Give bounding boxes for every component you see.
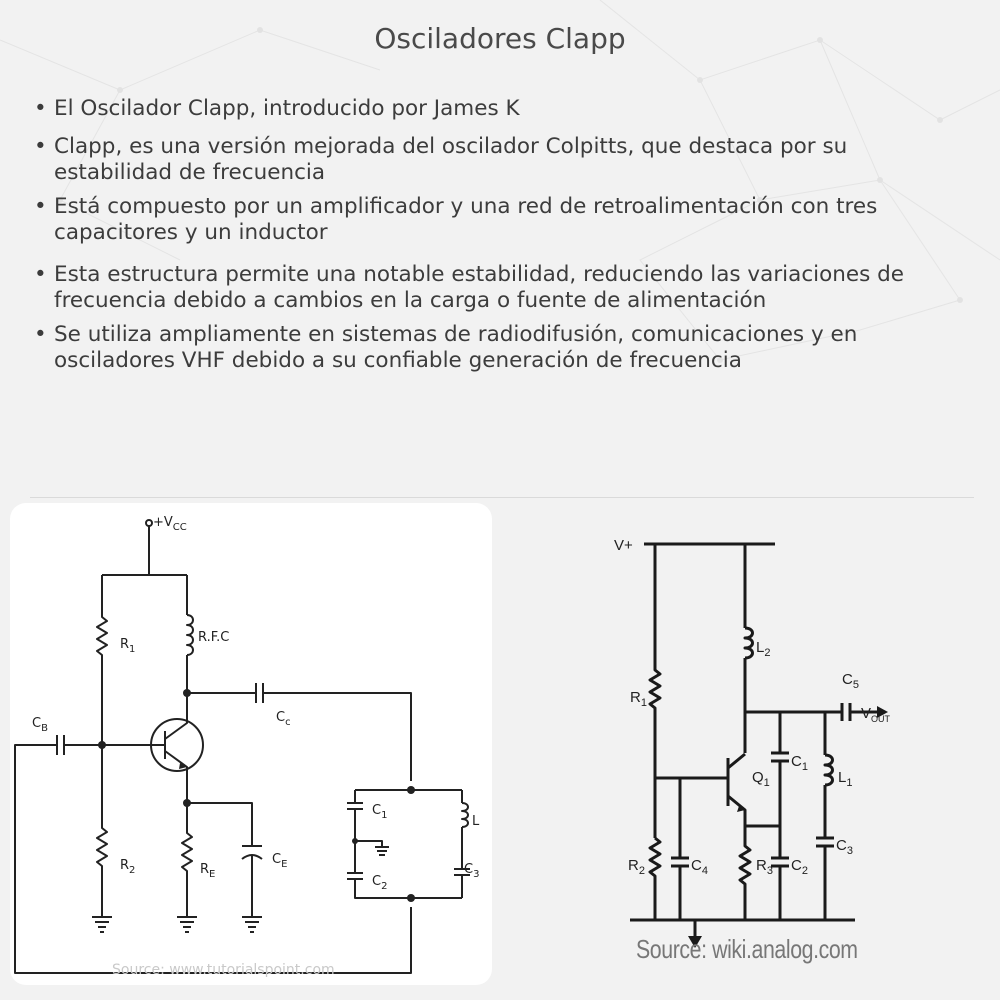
bullet-item: • Clapp, es una versión mejorada del oscilador Colpitts, que destaca por su estabilidad de frecuencia xyxy=(34,134,964,186)
re-label: $R_E$ xyxy=(200,862,216,880)
clapp-circuit-diagram-left xyxy=(10,503,492,985)
c5-label: $C_5$ xyxy=(842,671,859,691)
r2-label: $R_2$ xyxy=(120,858,136,876)
l1-label: $L_1$ xyxy=(838,769,853,789)
q1-label: $Q_1$ xyxy=(752,769,770,789)
right-source-caption: Source: wiki.analog.com xyxy=(636,934,858,964)
vplus-label: V+ xyxy=(614,537,633,554)
c3-label: $C_3$ xyxy=(464,862,480,880)
page-title: Osciladores Clapp xyxy=(374,22,626,55)
bullet-item: • Está compuesto por un amplificador y una red de retroalimentación con tres capacitores y un inductor xyxy=(34,194,964,246)
vcc-label: $+V_{CC}$ xyxy=(153,515,187,533)
r1-label-right: $R_1$ xyxy=(630,689,647,709)
r3-label: $R_3$ xyxy=(756,857,773,877)
rfc-label: R.F.C xyxy=(198,630,230,645)
c2-label-right: $C_2$ xyxy=(791,857,808,877)
l2-label: $L_2$ xyxy=(756,639,771,659)
bullet-list xyxy=(34,96,964,374)
left-circuit-panel xyxy=(10,503,492,985)
clapp-circuit-diagram-right xyxy=(600,520,890,980)
c1-label: $C_1$ xyxy=(372,803,388,821)
bullet-item: • El Oscilador Clapp, introducido por James K xyxy=(34,96,964,122)
c3-label-right: $C_3$ xyxy=(836,837,853,857)
right-circuit-panel xyxy=(600,520,890,980)
bullet-item: • Esta estructura permite una notable estabilidad, reduciendo las variaciones de frecuencia debido a cambios en la carga o fuente de alimentación xyxy=(34,262,964,314)
left-source-caption: Source: www.tutorialspoint.com xyxy=(112,962,335,978)
section-divider xyxy=(30,497,974,498)
c1-label-right: $C_1$ xyxy=(791,753,808,773)
c2-label: $C_2$ xyxy=(372,874,388,892)
ce-label: $C_E$ xyxy=(272,852,288,870)
r1-label: $R_1$ xyxy=(120,637,136,655)
cb-label: $C_B$ xyxy=(32,716,48,734)
vout-label: $V_{OUT}$ xyxy=(860,705,890,724)
c4-label: $C_4$ xyxy=(691,857,708,877)
bullet-item: • Se utiliza ampliamente en sistemas de radiodifusión, comunicaciones y en osciladores VHF debido a su confiable generación de frecuencia xyxy=(34,322,964,374)
l-label: L xyxy=(472,814,480,829)
cc-label: $C_c$ xyxy=(276,710,291,728)
r2-label-right: $R_2$ xyxy=(628,857,645,877)
